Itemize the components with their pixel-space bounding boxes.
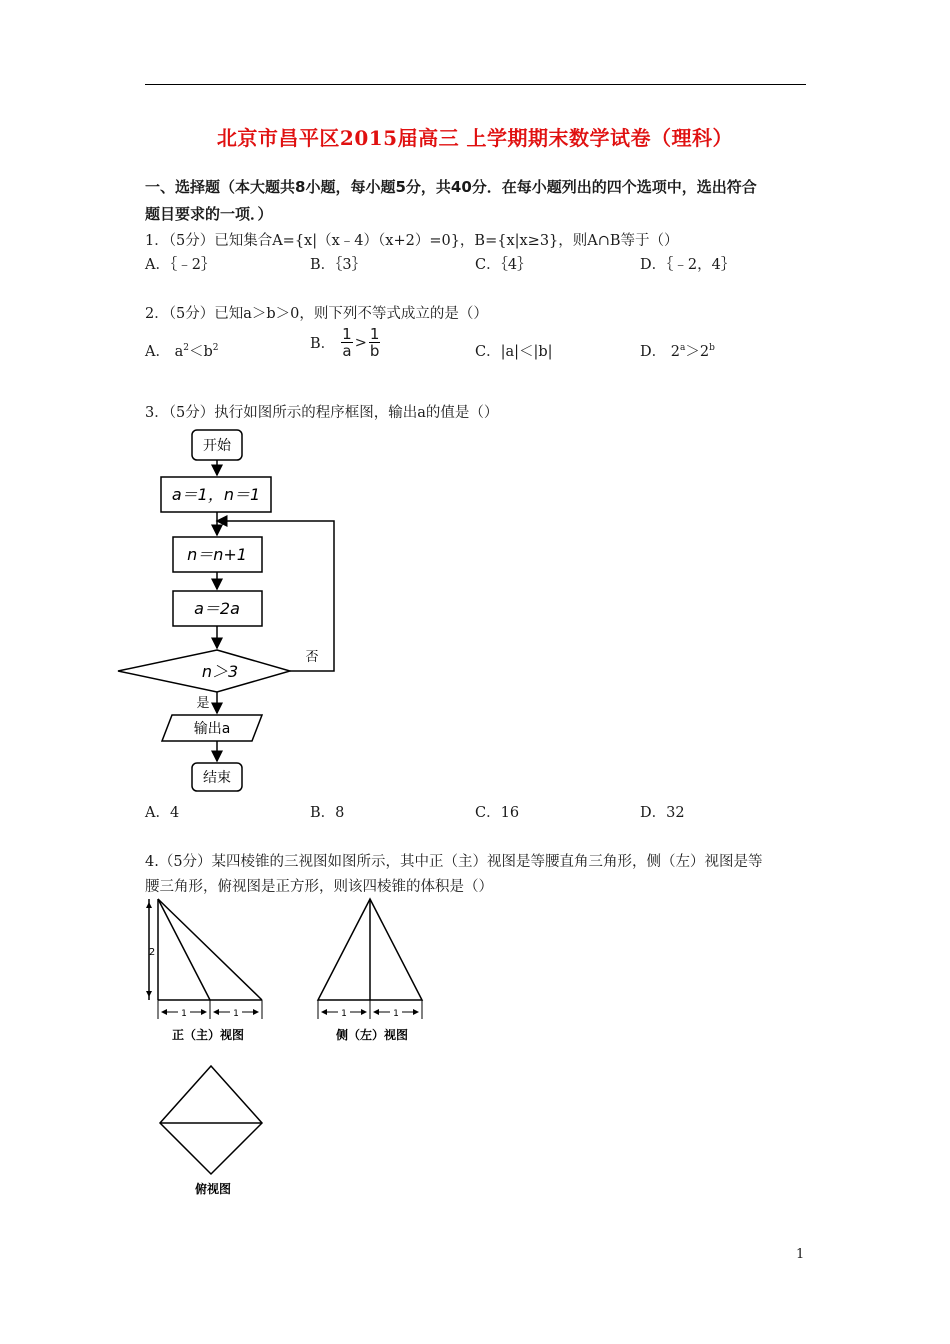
flow-condition-label: n＞3: [201, 662, 239, 681]
q1-option-c: C．｛4｝: [475, 257, 532, 273]
q1-option-b: B．｛3｝: [310, 257, 367, 273]
q4-stem-line1: 4.（5分）某四棱锥的三视图如图所示，其中正（主）视图是等腰直角三角形，侧（左）视图是等: [145, 854, 763, 870]
front-width-dim-left: 1: [181, 1009, 187, 1019]
flow-end-label: 结束: [203, 770, 231, 786]
top-view-diagram: [150, 1060, 275, 1200]
page-number: 1: [796, 1247, 805, 1262]
top-view-label: 俯视图: [194, 1182, 232, 1196]
q3-option-a: A．4: [145, 805, 180, 821]
section-heading-line1: 一、选择题（本大题共8小题，每小题5分，共40分．在每小题列出的四个选项中，选出符合: [145, 178, 757, 196]
fraction-1-over-b: $\frac{1}{b}$: [369, 325, 380, 360]
q1-stem: 1．（5分）已知集合A={x|（x﹣4）（x+2）=0}，B={x|x≥3}，则A∩B等于（）: [145, 233, 679, 249]
flow-step1-label: n＝n+1: [187, 545, 247, 564]
fraction-1-over-a: $\frac{1}{a}$: [342, 325, 352, 360]
flow-step2-label: a＝2a: [194, 599, 240, 618]
q2-option-a: A． $a^2<b^2$: [145, 343, 219, 360]
flow-init-label: a＝1，n＝1: [171, 485, 261, 504]
flow-no-label: 否: [305, 650, 319, 665]
header-rule: [145, 84, 806, 85]
side-width-dim-right: 1: [393, 1009, 399, 1019]
q3-option-c: C．16: [475, 805, 520, 821]
q2-option-d: D． $2^a>2^b$: [640, 343, 715, 360]
flow-yes-label: 是: [196, 696, 210, 711]
q4-stem-line2: 腰三角形，俯视图是正方形，则该四棱锥的体积是（）: [145, 879, 493, 895]
q1-option-a: A．｛﹣2｝: [145, 257, 216, 273]
q3-stem: 3．（5分）执行如图所示的程序框图，输出a的值是（）: [145, 405, 499, 421]
q2-option-c: C．|a|＜|b|: [475, 344, 553, 360]
side-view-label: 侧（左）视图: [335, 1028, 409, 1042]
front-height-dim: 2: [148, 947, 156, 958]
front-view-diagram: [140, 893, 270, 1048]
section-heading-line2: 题目要求的一项．）: [145, 205, 273, 223]
page-title: 北京市昌平区2015届高三 上学期期末数学试卷（理科）: [216, 126, 734, 150]
q2-stem: 2．（5分）已知a＞b＞0，则下列不等式成立的是（）: [145, 306, 488, 322]
side-view-diagram: [305, 893, 430, 1048]
q3-option-d: D．32: [640, 805, 685, 821]
q2-option-b: B． $\frac{1}{a}$ > $\frac{1}{b}$: [310, 325, 380, 360]
flow-start-label: 开始: [203, 438, 231, 454]
flow-output-label: 输出a: [193, 721, 231, 737]
q1-option-d: D．｛﹣2，4｝: [640, 257, 736, 273]
q3-option-b: B．8: [310, 805, 345, 821]
front-view-label: 正（主）视图: [171, 1028, 245, 1042]
side-width-dim-left: 1: [341, 1009, 347, 1019]
program-flowchart: [110, 425, 360, 800]
front-width-dim-right: 1: [233, 1009, 239, 1019]
